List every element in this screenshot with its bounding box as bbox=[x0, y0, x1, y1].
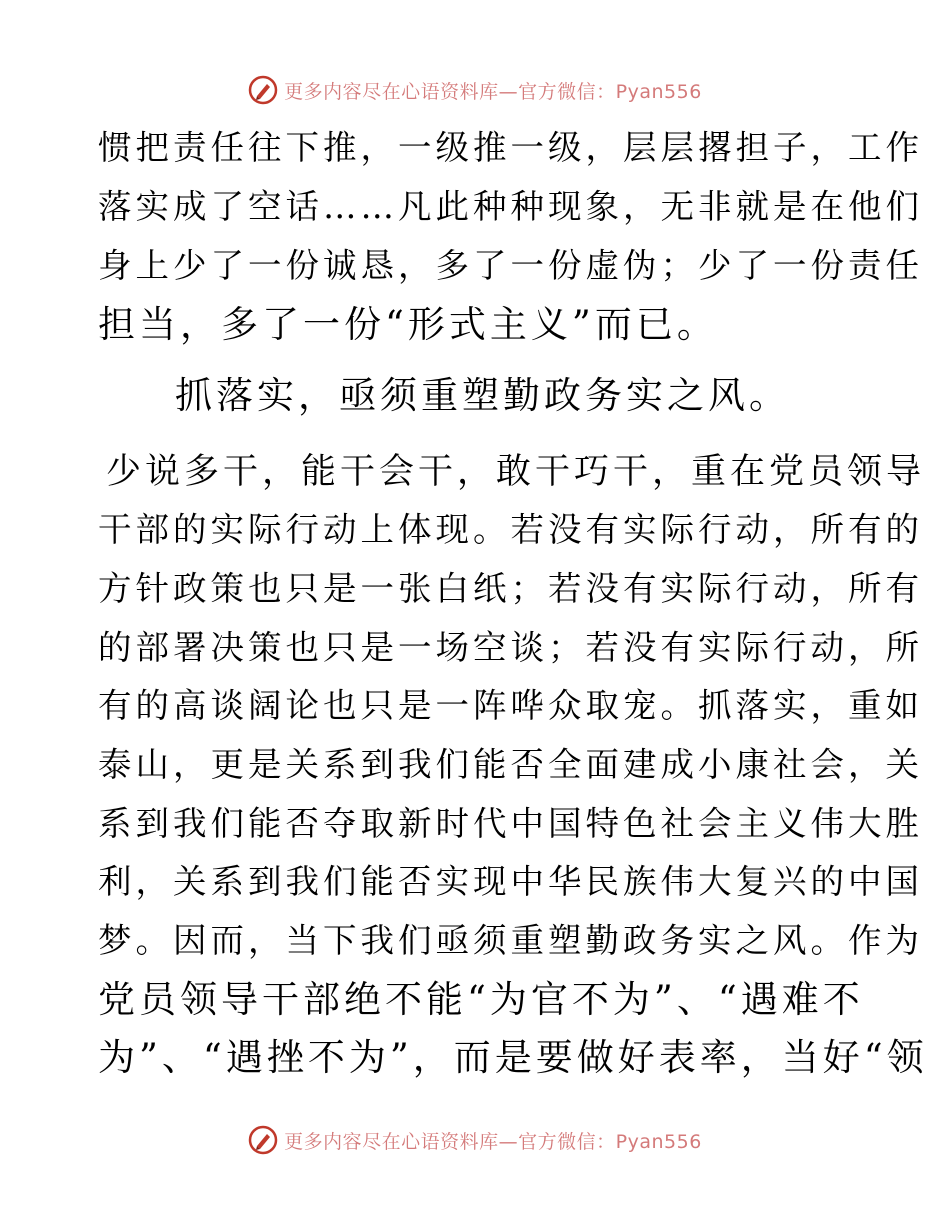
header-text: 更多内容尽在心语资料库—官方微信：Pyan556 bbox=[284, 80, 702, 103]
body-line: 梦。因而，当下我们亟须重塑勤政务实之风。作为 bbox=[98, 921, 923, 960]
pen-logo-icon bbox=[248, 75, 278, 105]
body-line: 身上少了一份诚恳，多了一份虚伪；少了一份责任 bbox=[98, 246, 923, 285]
body-line: 党员领导干部绝不能“为官不为”、“遇难不 bbox=[98, 978, 864, 1021]
body-line: 利，关系到我们能否实现中华民族伟大复兴的中国 bbox=[98, 862, 923, 901]
pen-logo-icon bbox=[248, 1125, 278, 1155]
header-banner bbox=[0, 70, 950, 110]
section-heading: 抓落实，亟须重塑勤政务实之风。 bbox=[175, 374, 790, 417]
body-line: 干部的实际行动上体现。若没有实际行动，所有的 bbox=[98, 510, 923, 549]
footer-banner bbox=[0, 1120, 950, 1160]
body-line: 落实成了空话……凡此种种现象，无非就是在他们 bbox=[98, 187, 923, 226]
body-line: 有的高谈阔论也只是一阵哗众取宠。抓落实，重如 bbox=[98, 686, 923, 725]
body-line: 少说多干，能干会干，敢干巧干，重在党员领导 bbox=[106, 452, 926, 492]
body-line: 惯把责任往下推，一级推一级，层层撂担子，工作 bbox=[98, 128, 923, 167]
body-line: 方针政策也只是一张白纸；若没有实际行动，所有 bbox=[98, 569, 923, 608]
body-line: 系到我们能否夺取新时代中国特色社会主义伟大胜 bbox=[98, 804, 923, 843]
body-line: 为”、“遇挫不为”，而是要做好表率，当好“领 bbox=[98, 1036, 928, 1079]
body-line: 的部署决策也只是一场空谈；若没有实际行动，所 bbox=[98, 628, 923, 667]
body-line: 泰山，更是关系到我们能否全面建成小康社会，关 bbox=[98, 745, 923, 784]
footer-text: 更多内容尽在心语资料库—官方微信：Pyan556 bbox=[284, 1130, 702, 1153]
body-line: 担当，多了一份“形式主义”而已。 bbox=[98, 303, 718, 346]
